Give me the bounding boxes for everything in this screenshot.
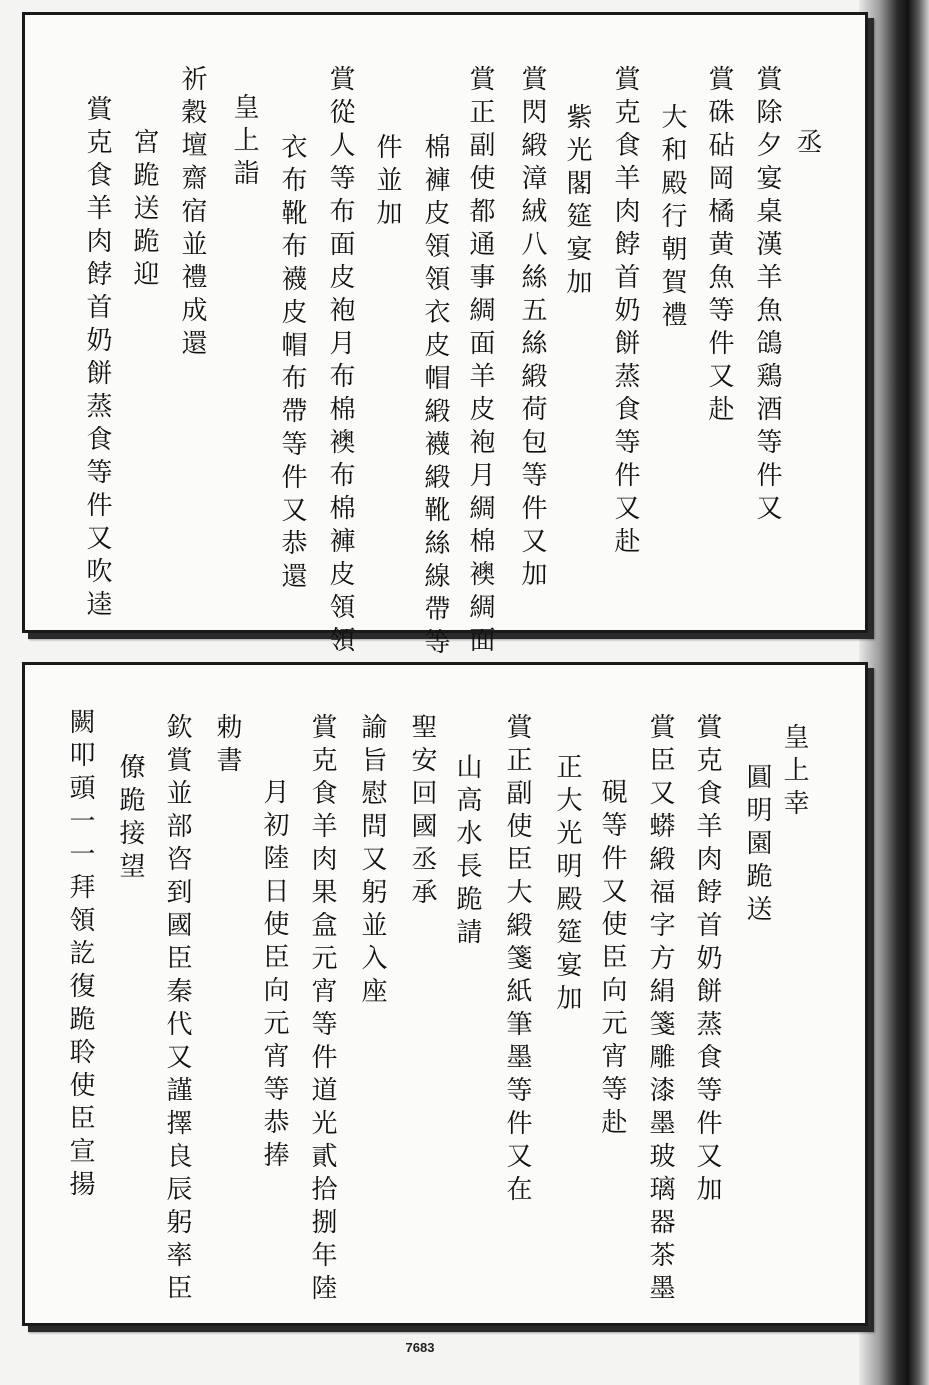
text-column: 硯等件又使臣向元宵等赴 xyxy=(597,778,627,1141)
text-column: 衣布靴布襪皮帽布帶等件又恭還 xyxy=(277,133,307,595)
text-column: 大和殿行朝賀禮 xyxy=(657,103,687,334)
text-column: 賞正副使臣大緞箋紙筆墨等件又在 xyxy=(502,713,532,1208)
text-column: 件並加 xyxy=(372,133,402,232)
text-column: 賞硃砧岡橘黄魚等件又赴 xyxy=(704,65,734,428)
text-column: 丞 xyxy=(792,128,822,161)
text-column: 賞臣又蟒緞福字方絹箋雕漆墨玻璃器茶墨 xyxy=(645,713,675,1307)
top-text-panel xyxy=(22,12,868,661)
text-column: 賞閃緞漳絨八絲五絲緞荷包等件又加 xyxy=(517,65,547,593)
text-column: 聖安回國丞承 xyxy=(407,713,437,911)
text-column: 正大光明殿筵宴加 xyxy=(552,753,582,1017)
text-column: 皇上詣 xyxy=(229,93,259,192)
text-column: 賞正副使都通事綢面羊皮袍月綢棉襖綢面 xyxy=(465,65,495,659)
text-column: 宮跪送跪迎 xyxy=(129,128,159,293)
text-column: 賞克食羊肉餑首奶餅蒸食等件又赴 xyxy=(610,65,640,560)
text-column: 欽賞並部咨到國臣秦代又謹擇良辰躬率臣 xyxy=(162,713,192,1307)
text-column: 諭旨慰問又躬並入座 xyxy=(357,713,387,1010)
text-column: 祈穀壇齋宿並禮成還 xyxy=(177,65,207,362)
text-column: 皇上幸 xyxy=(779,723,809,822)
text-column: 紫光閣筵宴加 xyxy=(562,103,592,301)
text-column: 勅書 xyxy=(212,713,242,779)
book-spine-shadow xyxy=(859,0,929,1385)
text-column: 賞從人等布面皮袍月布棉襖布棉褲皮領領 xyxy=(325,65,355,659)
bottom-text-panel xyxy=(22,662,868,1326)
text-column: 山高水長跪請 xyxy=(452,753,482,951)
text-column: 闕叩頭一一拜領訖復跪聆使臣宣揚 xyxy=(65,708,95,1203)
text-column: 僚跪接望 xyxy=(115,753,145,885)
page-number: 7683 xyxy=(405,1340,435,1355)
text-column: 月初陸日使臣向元宵等恭捧 xyxy=(259,778,289,1174)
text-column: 賞克食羊肉果盒元宵等件道光貳拾捌年陸 xyxy=(307,713,337,1307)
text-column: 賞克食羊肉餑首奶餅蒸食等件又吹逵 xyxy=(82,95,112,623)
text-column: 棉褲皮領領衣皮帽緞襪緞靴絲線帶等 xyxy=(420,133,450,661)
text-column: 賞除夕宴桌漢羊魚鴿鶏酒等件又 xyxy=(752,65,782,527)
text-column: 圓明園跪送 xyxy=(742,763,772,928)
text-column: 賞克食羊肉餑首奶餅蒸食等件又加 xyxy=(692,713,722,1208)
